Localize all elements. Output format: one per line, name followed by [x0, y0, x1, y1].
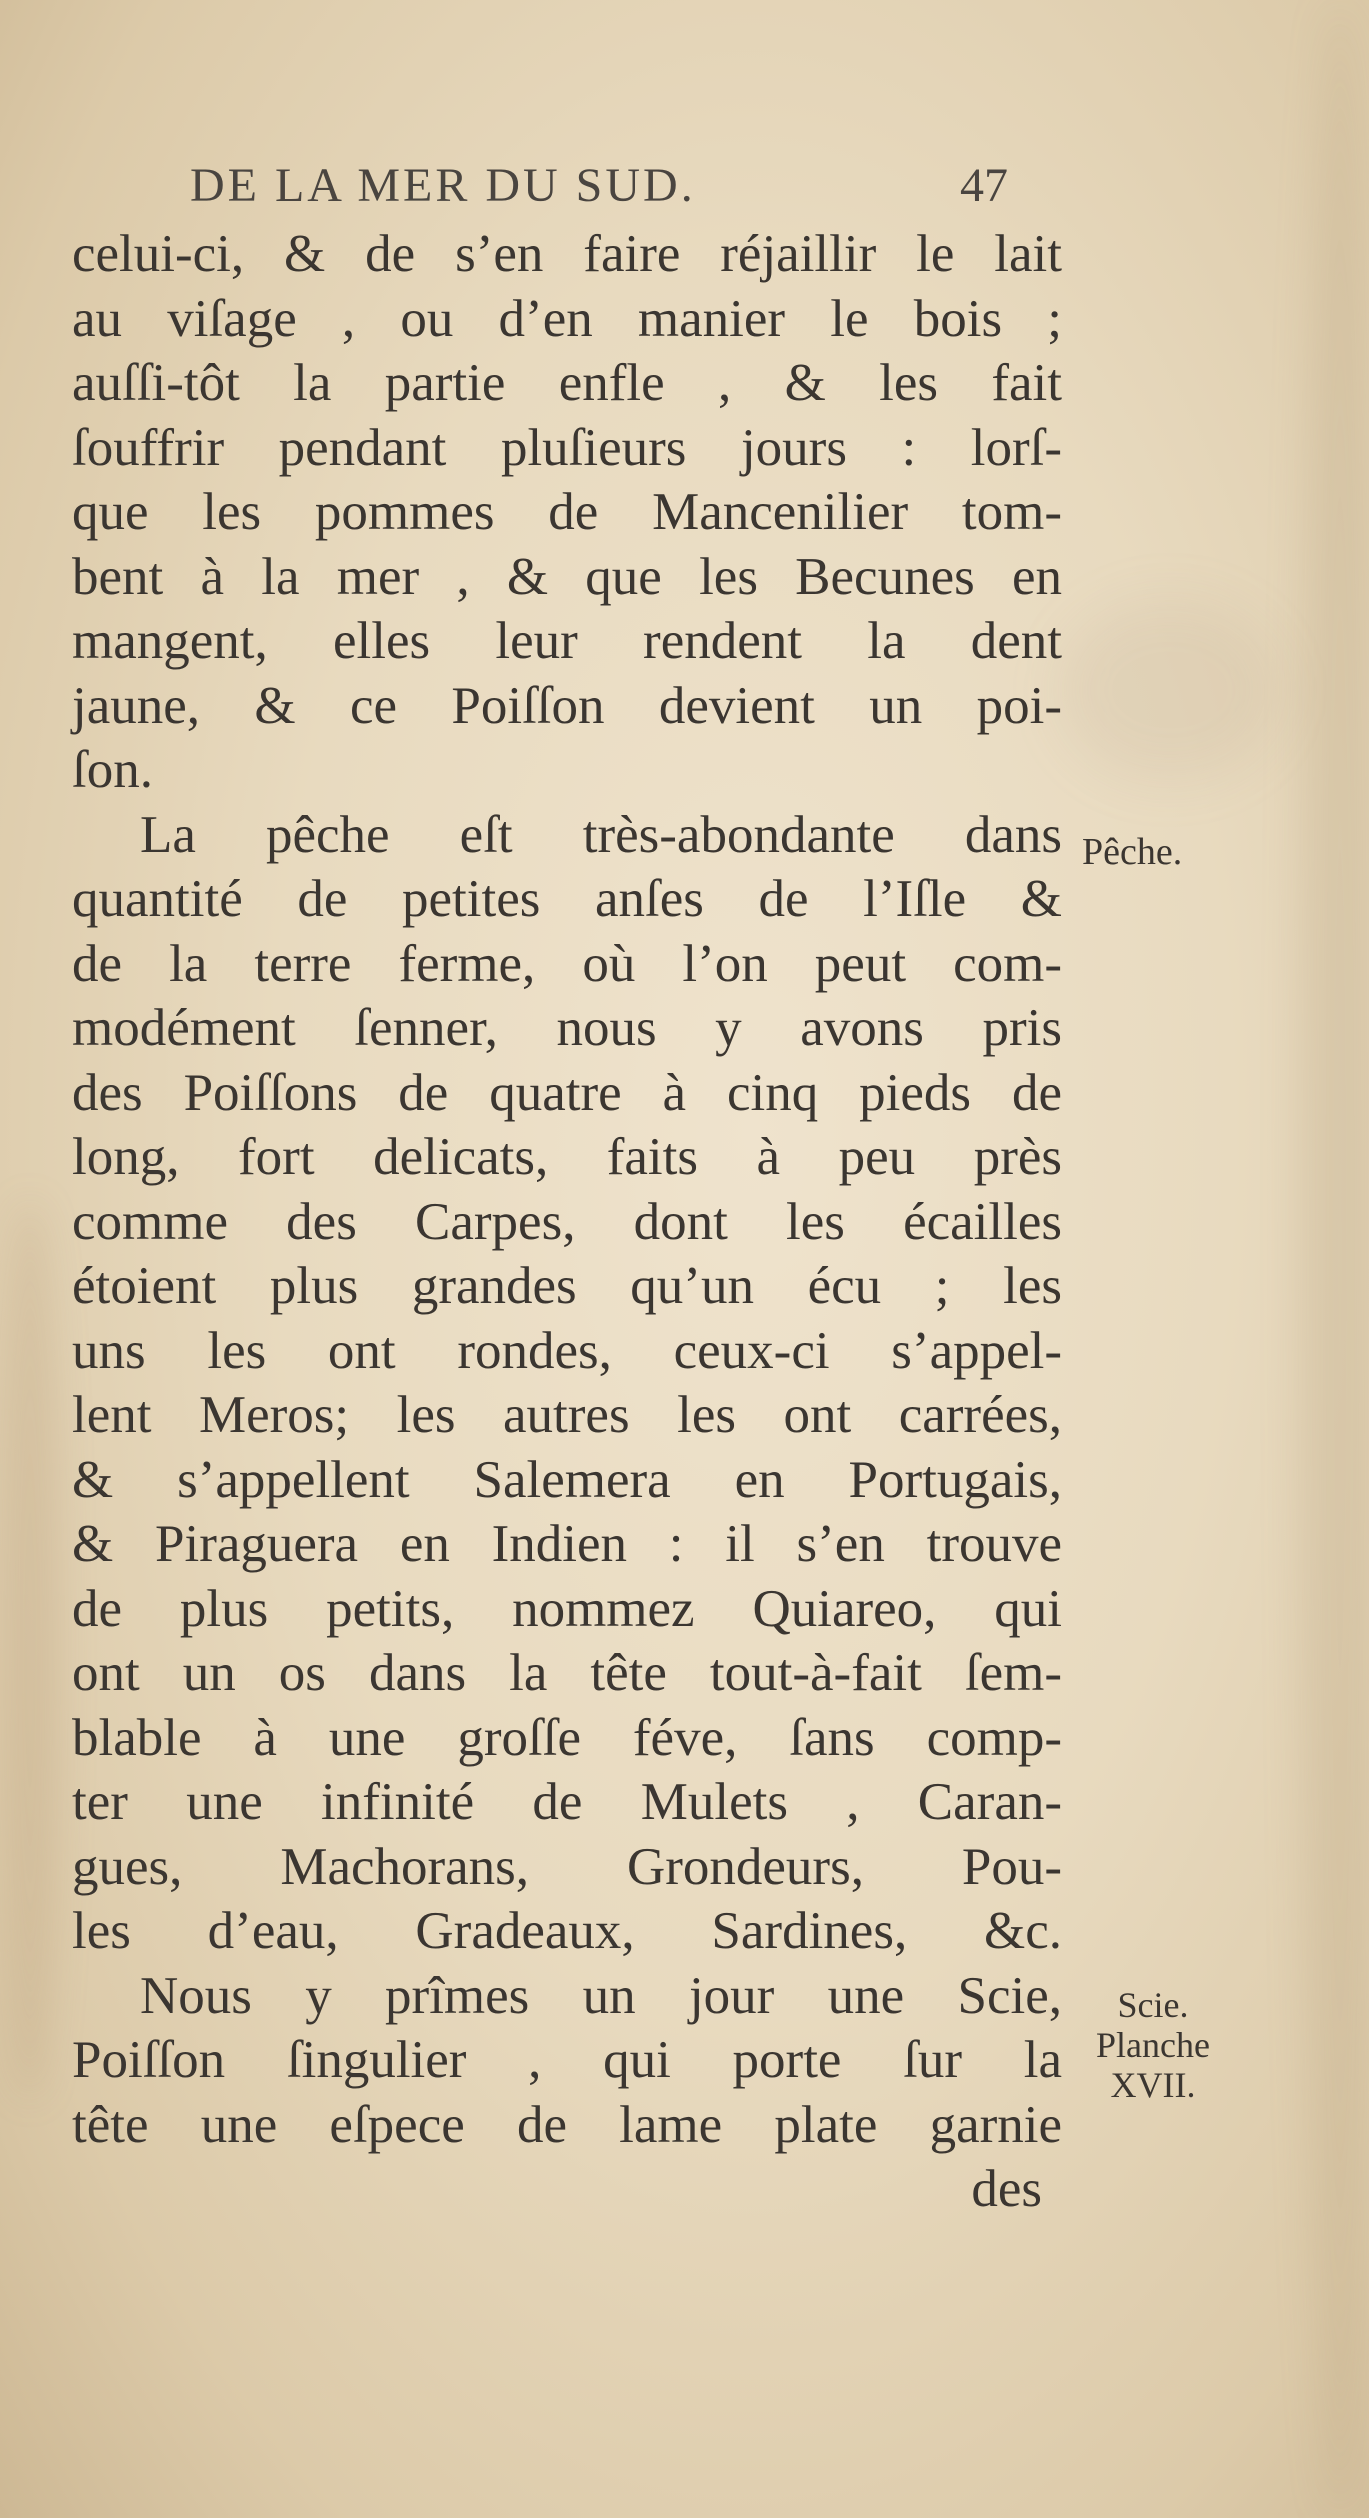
page-header: [190, 158, 1050, 228]
paper-stain: [0, 1200, 60, 2100]
body-text: [72, 222, 1062, 2222]
text-line: gues, Machorans, Grondeurs, Pou-: [72, 1837, 1062, 1896]
catchword: des: [971, 2160, 1042, 2218]
text-line: quantité de petites anſes de l’Iſle &: [72, 870, 1062, 928]
running-title: DE LA MER DU SUD.: [190, 159, 696, 212]
text-line: Poiſſon ſingulier , qui porte ſur la: [72, 2031, 1062, 2089]
text-line: auſſi-tôt la partie enfle , & les fait: [72, 354, 1062, 412]
margin-note-scie: [1068, 1985, 1238, 2105]
text-line: bent à la mer , & que les Becunes en: [72, 547, 1062, 606]
paper-stain: [1060, 600, 1280, 780]
page-number: 47: [960, 159, 1008, 212]
text-line: au viſage , ou d’en manier le bois ;: [72, 289, 1062, 348]
margin-note-line: XVII.: [1110, 2065, 1196, 2105]
text-line: tête une eſpece de lame plate garnie: [72, 2095, 1062, 2154]
text-line: modément ſenner, nous y avons pris: [72, 999, 1062, 1057]
margin-note-peche: Pêche.: [1082, 831, 1183, 873]
text-line: La pêche eſt très-abondante dans: [140, 805, 1062, 864]
text-line: & Piraguera en Indien : il s’en trouve: [72, 1515, 1062, 1573]
text-line: ter une infinité de Mulets , Caran-: [72, 1773, 1062, 1831]
text-line: long, fort delicats, faits à peu près: [72, 1128, 1062, 1186]
text-line: que les pommes de Mancenilier tom-: [72, 483, 1062, 541]
paper-stain: [1300, 0, 1369, 2518]
text-line: de la terre ferme, où l’on peut com-: [72, 934, 1062, 993]
text-line: ſouffrir pendant pluſieurs jours : lorſ-: [72, 418, 1062, 477]
paragraph-3: [72, 1964, 1062, 2158]
text-line: lent Meros; les autres les ont carrées,: [72, 1386, 1062, 1444]
text-line: Nous y prîmes un jour une Scie,: [140, 1966, 1062, 2025]
text-line: jaune, & ce Poiſſon devient un poi-: [72, 676, 1062, 735]
text-line: mangent, elles leur rendent la dent: [72, 612, 1062, 670]
text-line: les d’eau, Gradeaux, Sardines, &c.: [72, 1902, 1062, 1960]
text-line: ont un os dans la tête tout-à-fait ſem-: [72, 1644, 1062, 1702]
text-line: comme des Carpes, dont les écailles: [72, 1192, 1062, 1251]
margin-note-line: Planche: [1096, 2025, 1210, 2065]
text-line: de plus petits, nommez Quiareo, qui: [72, 1579, 1062, 1638]
text-line: blable à une groſſe féve, ſans comp-: [72, 1708, 1062, 1767]
text-line: ſon.: [72, 741, 153, 799]
margin-note-line: Scie.: [1117, 1985, 1189, 2025]
text-line: étoient plus grandes qu’un écu ; les: [72, 1257, 1062, 1315]
paragraph-2: [72, 803, 1062, 1964]
text-line: des Poiſſons de quatre à cinq pieds de: [72, 1063, 1062, 1122]
text-line: uns les ont rondes, ceux-ci s’appel-: [72, 1321, 1062, 1380]
text-line: celui-ci, & de s’en faire réjaillir le lait: [72, 225, 1062, 283]
paragraph-1: [72, 222, 1062, 803]
text-line: & s’appellent Salemera en Portugais,: [72, 1450, 1062, 1509]
